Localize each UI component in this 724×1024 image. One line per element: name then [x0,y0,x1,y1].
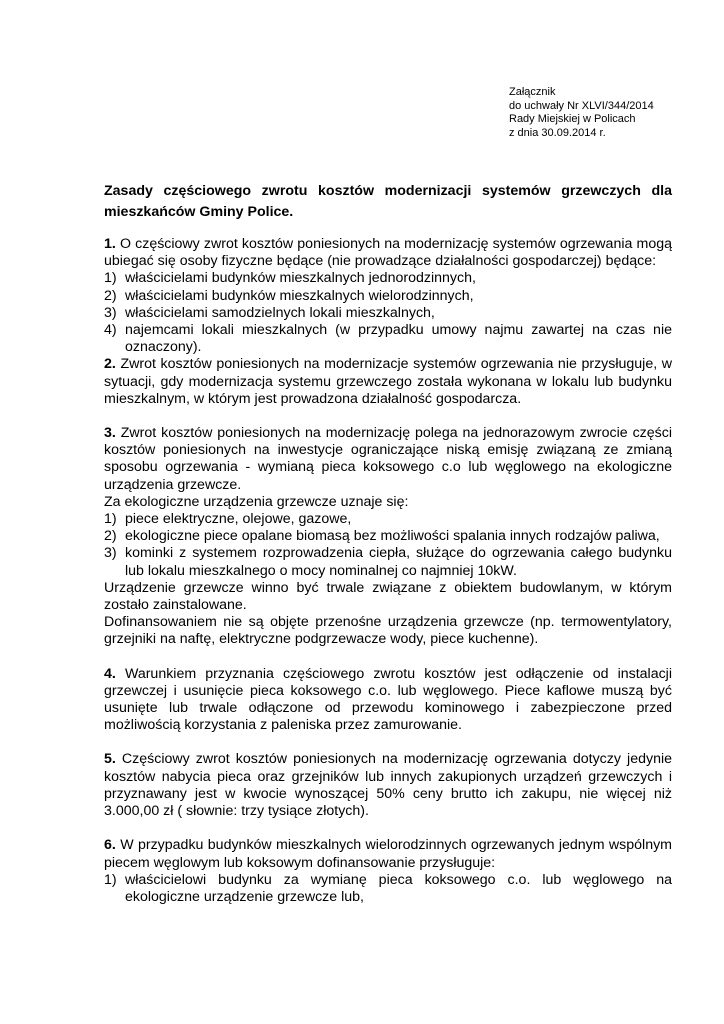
resolution-number: do uchwały Nr XLVI/344/2014 [509,99,654,112]
list-item-number: 1) [104,270,117,287]
list-item-number: 1) [104,511,117,528]
section-6-paragraph [104,837,672,871]
list-item-text: właścicielami budynków mieszkalnych jednorodzinnych, [125,270,476,287]
list-item-text: najemcami lokali mieszkalnych (w przypadku umowy najmu zawartej na czas nie oznaczony). [125,322,672,356]
list-item [104,322,672,356]
list-item [104,511,672,528]
list-item-number: 2) [104,287,117,304]
section-6-text: W przypadku budynków mieszkalnych wielorodzinnych ogrzewanych jednym wspólnym piecem węglowym lub koksowym dofinansowanie przysługuje: [104,837,672,871]
list-item-number: 4) [104,322,117,339]
list-item-text: ekologiczne piece opalane biomasą bez możliwości spalania innych rodzajów paliwa, [125,528,660,545]
resolution-date: z dnia 30.09.2014 r. [509,126,606,139]
annex-label: Załącznik [509,86,556,98]
list-item [104,872,672,906]
section-6-number: 6. [104,837,116,854]
list-item-number: 3) [104,545,117,562]
list-item [104,270,672,287]
list-item-text: właścicielami budynków mieszkalnych wielorodzinnych, [125,287,474,304]
section-3-paragraph [104,425,672,494]
list-item-number: 1) [104,871,117,888]
annex-header [509,86,654,140]
paragraph-gap [104,649,672,666]
section-2-number: 2. [104,356,116,373]
list-item [104,528,672,545]
paragraph-gap [104,734,672,751]
section-1-number: 1. [104,236,116,252]
section-3-intro: Za ekologiczne urządzenia grzewcze uznaje się: [104,493,409,510]
list-item [104,545,672,579]
list-item [104,288,672,305]
section-3-paragraph-3: Dofinansowaniem nie są objęte przenośne urządzenia grzewcze (np. termowentylatory, grzejniki na naftę, elektryczne podgrzewacze wody, piece kuchenne). [104,614,672,648]
list-item-text: właścicielowi budynku za wymianę pieca koksowego c.o. lub węglowego na ekologiczne urządzenie grzewcze lub, [125,871,672,905]
list-item [104,305,672,322]
document-title: Zasady częściowego zwrotu kosztów modernizacji systemów grzewczych dla mieszkańców Gminy Police. [104,183,672,220]
section-4-text: Warunkiem przyznania częściowego zwrotu kosztów jest odłączenie od instalacji grzewczej i usunięcie pieca koksowego c.o. lub węglowego. Piece kaflowe muszą być usunięte lub trwale odłączone od przewodu kominowego i zabezpieczone przed możliwością korzystania z paleniska przez zamurowanie. [104,665,672,734]
section-1-text: O częściowy zwrot kosztów poniesionych na modernizację systemów ogrzewania mogą ubiegać się osoby fizyczne będące (nie prowadzące działalności gospodarczej) będące: [104,236,672,270]
list-item-number: 3) [104,304,117,321]
paragraph-gap [104,820,672,837]
document-body [104,236,672,906]
paragraph-gap [104,408,672,425]
section-3-paragraph-2: Urządzenie grzewcze winno być trwale związane z obiektem budowlanym, w którym zostało zainstalowane. [104,579,672,614]
list-item-text: piece elektryczne, olejowe, gazowe, [125,511,352,528]
section-5-number: 5. [104,751,116,768]
council-name: Rady Miejskiej w Policach [509,113,636,125]
list-item-text: właścicielami samodzielnych lokali mieszkalnych, [125,304,435,321]
section-4-number: 4. [104,665,116,682]
section-3-number: 3. [104,425,116,442]
section-1-paragraph [104,236,672,270]
list-item-number: 2) [104,528,117,545]
section-5-text: Częściowy zwrot kosztów poniesionych na modernizację ogrzewania dotyczy jedynie kosztów nabycia pieca oraz grzejników lub innych zakupionych urządzeń grzewczych i przyznawany jest w kwocie wynoszącej 50% ceny brutto ich zakupu, nie więcej niż 3.000,00 zł ( słownie: trzy tysiące złotych). [104,751,672,820]
list-item-text: kominki z systemem rozprowadzenia ciepła, służące do ogrzewania całego budynku lub lokalu mieszkalnego o mocy nominalnej co najmniej 10kW. [125,545,672,579]
section-5-paragraph [104,751,672,820]
section-3-text: Zwrot kosztów poniesionych na modernizację polega na jednorazowym zwrocie części kosztów poniesionych na inwestycje ograniczające niską emisję związaną ze zmianą sposobu ogrzewania - wymianą pieca koksowego c.o lub węglowego na ekologiczne urządzenia grzewcze. [104,425,672,493]
section-4-paragraph [104,666,672,735]
section-2-paragraph [104,356,672,408]
section-2-text: Zwrot kosztów poniesionych na modernizacje systemów ogrzewania nie przysługuje, w sytuacji, gdy modernizacja systemu grzewczego została wykonana w lokalu lub budynku mieszkalnym, w którym jest prowadzona działalność gospodarcza. [104,356,672,407]
